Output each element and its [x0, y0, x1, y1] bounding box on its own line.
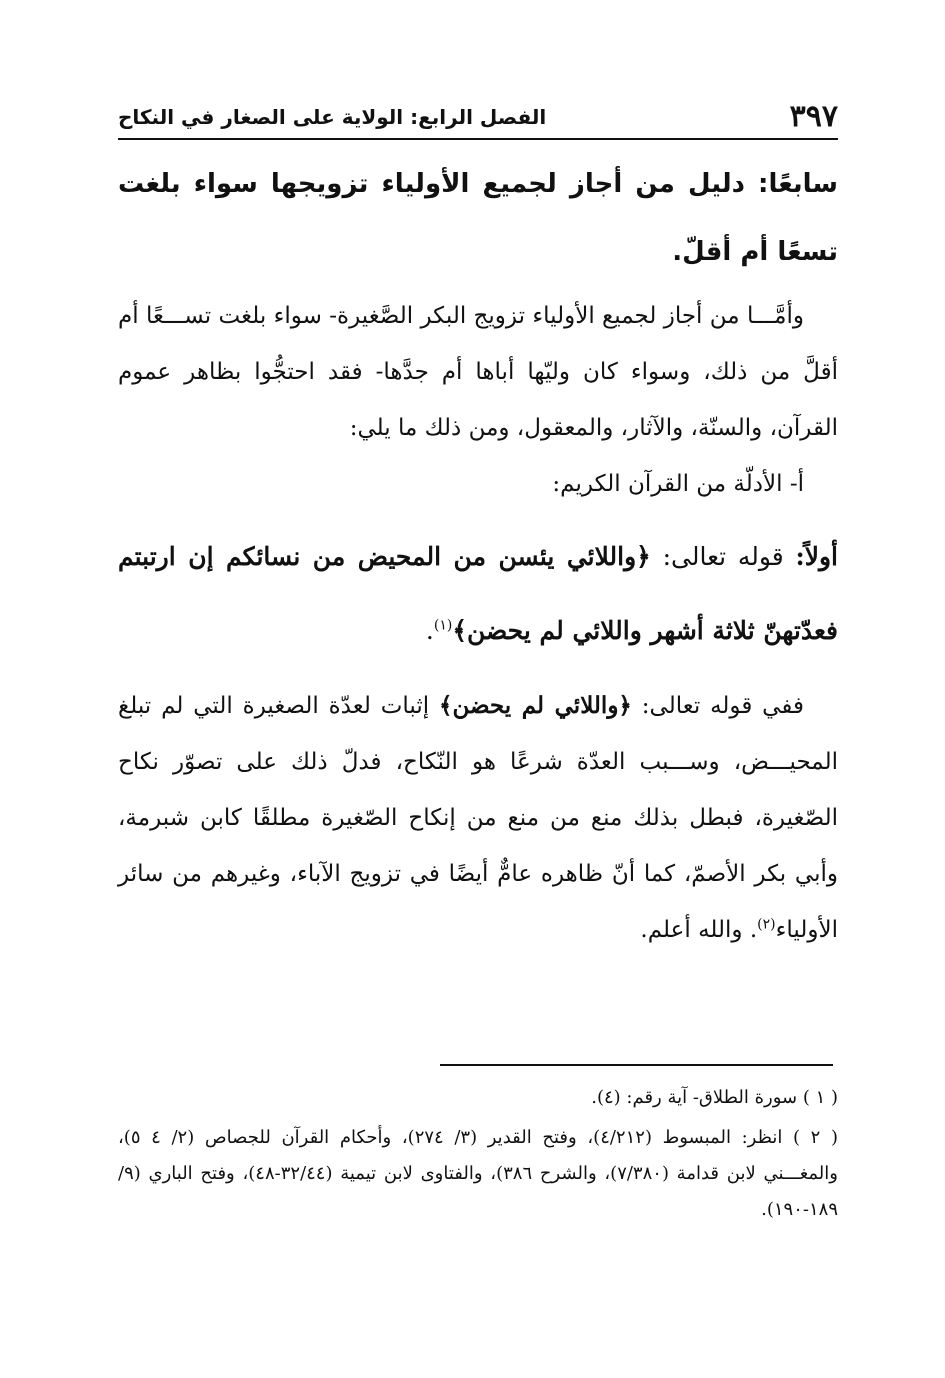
- footnote-ref-1[interactable]: (١): [433, 617, 453, 634]
- paragraph-intro: وأمَّـــا من أجاز لجميع الأولياء تزويج البكر الصَّغيرة- سواء بلغت تســـعًا أم أقلَّ من ذلك، وسواء كان وليّها أباها أم جدَّها- فقد احتجُّوا بظاهر عموم القرآن، والسنّة، والآثار، والمعقول، ومن ذلك ما يلي:: [118, 303, 838, 441]
- evidence-intro: قوله تعالى:: [650, 542, 796, 571]
- footnote-divider: [440, 1064, 833, 1066]
- running-title: الفصل الرابع: الولاية على الصغار في النكاح: [118, 105, 547, 129]
- evidence-end: .: [425, 616, 434, 645]
- evidence-first: [118, 520, 838, 668]
- main-text: [118, 150, 838, 958]
- subheading-quran-evidence: أ- الأدلّة من القرآن الكريم:: [552, 471, 804, 497]
- explanation-text: إثبات لعدّة الصغيرة التي لم تبلغ المحيـــض، وســـبب العدّة شرعًا هو النّكاح، فدلّ ذلك على تصوّر نكاح الصّغيرة، فبطل بذلك منع من منع من إنكاح الصّغيرة مطلقًا كابن شبرمة، وأبي بكر الأصمّ، كما أنّ ظاهره عامٌّ أيضًا في تزويج الآباء، وغيرهم من سائر الأولياء: [118, 693, 838, 943]
- page-number: ٣٩٧: [789, 99, 838, 134]
- paragraph-explanation: [118, 678, 838, 958]
- quran-verse-excerpt: ﴿واللائي لم يحضن﴾: [439, 692, 632, 719]
- footnote-ref-2[interactable]: (٢): [757, 916, 776, 933]
- explanation-intro: ففي قوله تعالى:: [631, 693, 804, 719]
- quran-verse: ﴿واللائي يئسن من المحيض من نسائكم إن ارتبتم فعدّتهنّ ثلاثة أشهر واللائي لم يحضن﴾: [118, 542, 838, 645]
- footnote-1: ( ١ ) سورة الطلاق- آية رقم: (٤).: [591, 1087, 838, 1108]
- footnote-2: ( ٢ ) انظر: المبسوط (٤/٢١٢)، وفتح القدير (٣/ ٢٧٤)، وأحكام القرآن للجصاص (٢/ ٤ ٥)، والمغـــني لابن قدامة (٧/٣٨٠)، والشرح ٣٨٦)، والفتاوى لابن تيمية (٣٢/٤٤-٤٨)، وفتح الباري (٩/ ١٨٩-١٩٠).: [118, 1127, 838, 1220]
- page-header: [118, 100, 838, 140]
- footnotes: [118, 1080, 838, 1232]
- section-heading: سابعًا: دليل من أجاز لجميع الأولياء تزويجها سواء بلغت تسعًا أم أقلّ.: [118, 169, 838, 267]
- explanation-end: . والله أعلم.: [640, 917, 758, 943]
- evidence-label: أولاً:: [795, 542, 838, 571]
